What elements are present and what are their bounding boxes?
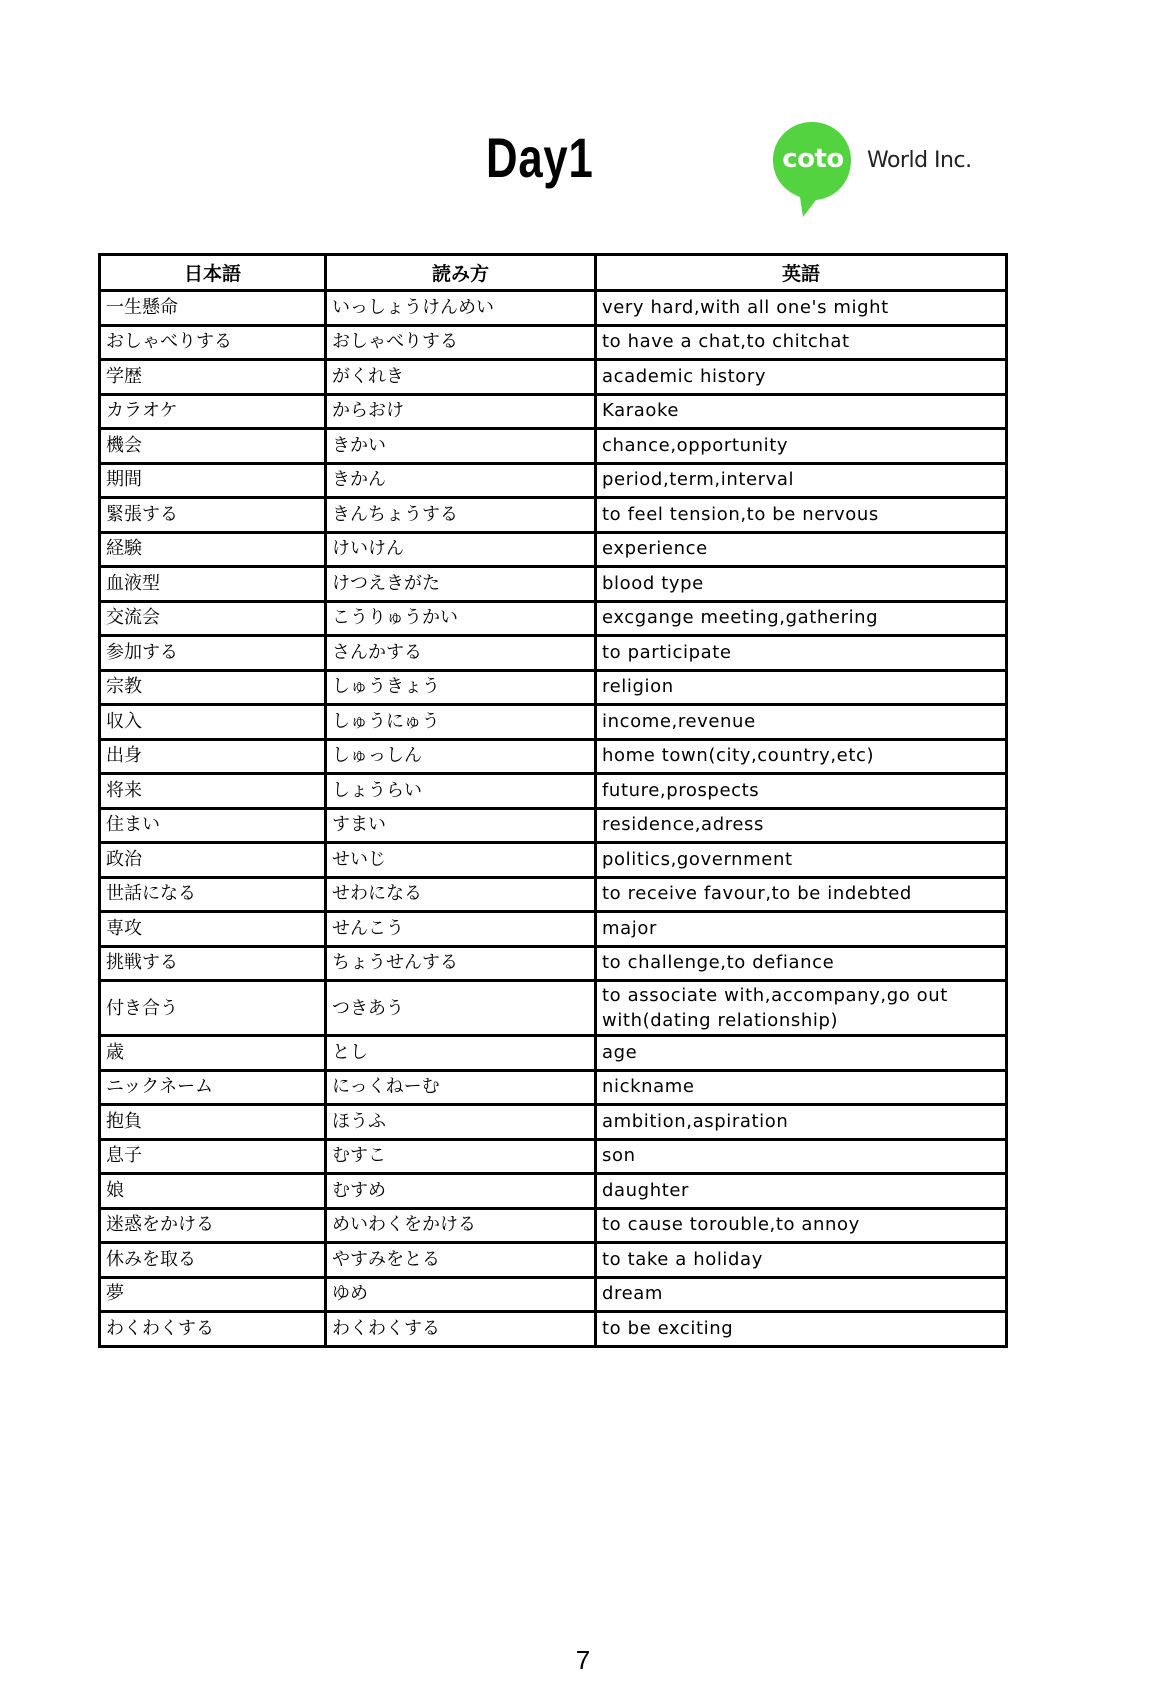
cell-japanese: 息子: [100, 1139, 326, 1174]
cell-english: son: [596, 1139, 1007, 1174]
table-row: [100, 670, 1007, 705]
cell-reading: めいわくをかける: [326, 1208, 596, 1243]
table-row: [100, 1070, 1007, 1105]
cell-reading: いっしょうけんめい: [326, 291, 596, 326]
cell-reading: がくれき: [326, 360, 596, 395]
page-number: 7: [575, 1645, 591, 1675]
cell-japanese: 機会: [100, 429, 326, 464]
header-reading: 読み方: [326, 255, 596, 291]
cell-english: chance,opportunity: [596, 429, 1007, 464]
cell-japanese: ニックネーム: [100, 1070, 326, 1105]
cell-reading: おしゃべりする: [326, 325, 596, 360]
table-row: [100, 843, 1007, 878]
cell-english: daughter: [596, 1174, 1007, 1209]
cell-reading: むすめ: [326, 1174, 596, 1209]
cell-english: politics,government: [596, 843, 1007, 878]
cell-japanese: 出身: [100, 739, 326, 774]
table-row: [100, 912, 1007, 947]
header-english: 英語: [596, 255, 1007, 291]
cell-reading: わくわくする: [326, 1312, 596, 1347]
table-body: [100, 291, 1007, 1347]
cell-japanese: 専攻: [100, 912, 326, 947]
cell-english: to be exciting: [596, 1312, 1007, 1347]
cell-japanese: 一生懸命: [100, 291, 326, 326]
cell-japanese: 宗教: [100, 670, 326, 705]
table-row: [100, 877, 1007, 912]
table-row: [100, 774, 1007, 809]
header-japanese: 日本語: [100, 255, 326, 291]
cell-english: academic history: [596, 360, 1007, 395]
table-row: [100, 636, 1007, 671]
table-row: [100, 1174, 1007, 1209]
cell-reading: しゅうにゅう: [326, 705, 596, 740]
table-row: [100, 567, 1007, 602]
cell-reading: きんちょうする: [326, 498, 596, 533]
cell-reading: とし: [326, 1036, 596, 1071]
table-row: [100, 808, 1007, 843]
cell-english: home town(city,country,etc): [596, 739, 1007, 774]
cell-english: to feel tension,to be nervous: [596, 498, 1007, 533]
cell-japanese: 期間: [100, 463, 326, 498]
cell-english: residence,adress: [596, 808, 1007, 843]
table-row: [100, 463, 1007, 498]
cell-english: to have a chat,to chitchat: [596, 325, 1007, 360]
cell-reading: せいじ: [326, 843, 596, 878]
cell-english: excgange meeting,gathering: [596, 601, 1007, 636]
cell-reading: しょうらい: [326, 774, 596, 809]
cell-japanese: 政治: [100, 843, 326, 878]
table-row: [100, 498, 1007, 533]
cell-reading: やすみをとる: [326, 1243, 596, 1278]
table-row: [100, 1036, 1007, 1071]
cell-english: future,prospects: [596, 774, 1007, 809]
cell-japanese: 迷惑をかける: [100, 1208, 326, 1243]
cell-english: religion: [596, 670, 1007, 705]
cell-japanese: わくわくする: [100, 1312, 326, 1347]
cell-japanese: カラオケ: [100, 394, 326, 429]
cell-reading: にっくねーむ: [326, 1070, 596, 1105]
cell-reading: しゅうきょう: [326, 670, 596, 705]
cell-reading: せわになる: [326, 877, 596, 912]
cell-reading: むすこ: [326, 1139, 596, 1174]
cell-reading: ちょうせんする: [326, 946, 596, 981]
table-row: [100, 394, 1007, 429]
cell-japanese: 交流会: [100, 601, 326, 636]
cell-japanese: 住まい: [100, 808, 326, 843]
table-row: [100, 1139, 1007, 1174]
cell-english: age: [596, 1036, 1007, 1071]
cell-japanese: 夢: [100, 1277, 326, 1312]
table-row: [100, 739, 1007, 774]
cell-reading: けいけん: [326, 532, 596, 567]
cell-english: to take a holiday: [596, 1243, 1007, 1278]
table-row: [100, 601, 1007, 636]
table-row: [100, 532, 1007, 567]
cell-reading: ゆめ: [326, 1277, 596, 1312]
page-title: Day1: [486, 126, 594, 189]
cell-english: to participate: [596, 636, 1007, 671]
cell-english: Karaoke: [596, 394, 1007, 429]
cell-english: period,term,interval: [596, 463, 1007, 498]
table-header-row: [100, 255, 1007, 291]
cell-japanese: 将来: [100, 774, 326, 809]
cell-english: nickname: [596, 1070, 1007, 1105]
cell-reading: さんかする: [326, 636, 596, 671]
cell-english: to receive favour,to be indebted: [596, 877, 1007, 912]
cell-reading: けつえきがた: [326, 567, 596, 602]
cell-reading: つきあう: [326, 981, 596, 1036]
logo-bubble-text: coto: [782, 144, 844, 174]
cell-reading: きかん: [326, 463, 596, 498]
table-row: [100, 1208, 1007, 1243]
cell-japanese: おしゃべりする: [100, 325, 326, 360]
cell-english: major: [596, 912, 1007, 947]
cell-japanese: 緊張する: [100, 498, 326, 533]
logo-company-name: World Inc.: [867, 148, 972, 173]
table-row: [100, 705, 1007, 740]
cell-japanese: 経験: [100, 532, 326, 567]
cell-japanese: 付き合う: [100, 981, 326, 1036]
cell-english: income,revenue: [596, 705, 1007, 740]
table-row: [100, 360, 1007, 395]
cell-english: experience: [596, 532, 1007, 567]
cell-japanese: 収入: [100, 705, 326, 740]
cell-english: to challenge,to defiance: [596, 946, 1007, 981]
cell-english: ambition,aspiration: [596, 1105, 1007, 1140]
company-logo: [772, 120, 1002, 220]
table-row: [100, 429, 1007, 464]
table-row: [100, 1277, 1007, 1312]
cell-japanese: 挑戦する: [100, 946, 326, 981]
cell-reading: からおけ: [326, 394, 596, 429]
cell-reading: きかい: [326, 429, 596, 464]
cell-japanese: 血液型: [100, 567, 326, 602]
cell-reading: しゅっしん: [326, 739, 596, 774]
cell-japanese: 世話になる: [100, 877, 326, 912]
cell-japanese: 歳: [100, 1036, 326, 1071]
cell-japanese: 娘: [100, 1174, 326, 1209]
cell-reading: ほうふ: [326, 1105, 596, 1140]
table-row: [100, 946, 1007, 981]
table-row: [100, 1243, 1007, 1278]
cell-reading: こうりゅうかい: [326, 601, 596, 636]
table-row: [100, 1312, 1007, 1347]
cell-english: very hard,with all one's might: [596, 291, 1007, 326]
cell-english: blood type: [596, 567, 1007, 602]
cell-english: to cause torouble,to annoy: [596, 1208, 1007, 1243]
cell-english: dream: [596, 1277, 1007, 1312]
cell-reading: すまい: [326, 808, 596, 843]
cell-japanese: 抱負: [100, 1105, 326, 1140]
cell-japanese: 休みを取る: [100, 1243, 326, 1278]
cell-japanese: 学歴: [100, 360, 326, 395]
table-row: [100, 981, 1007, 1036]
cell-japanese: 参加する: [100, 636, 326, 671]
cell-english: to associate with,accompany,go out with(dating relationship): [596, 981, 1007, 1036]
cell-reading: せんこう: [326, 912, 596, 947]
vocabulary-table: [98, 253, 1008, 1348]
table-row: [100, 291, 1007, 326]
table-row: [100, 325, 1007, 360]
table-row: [100, 1105, 1007, 1140]
